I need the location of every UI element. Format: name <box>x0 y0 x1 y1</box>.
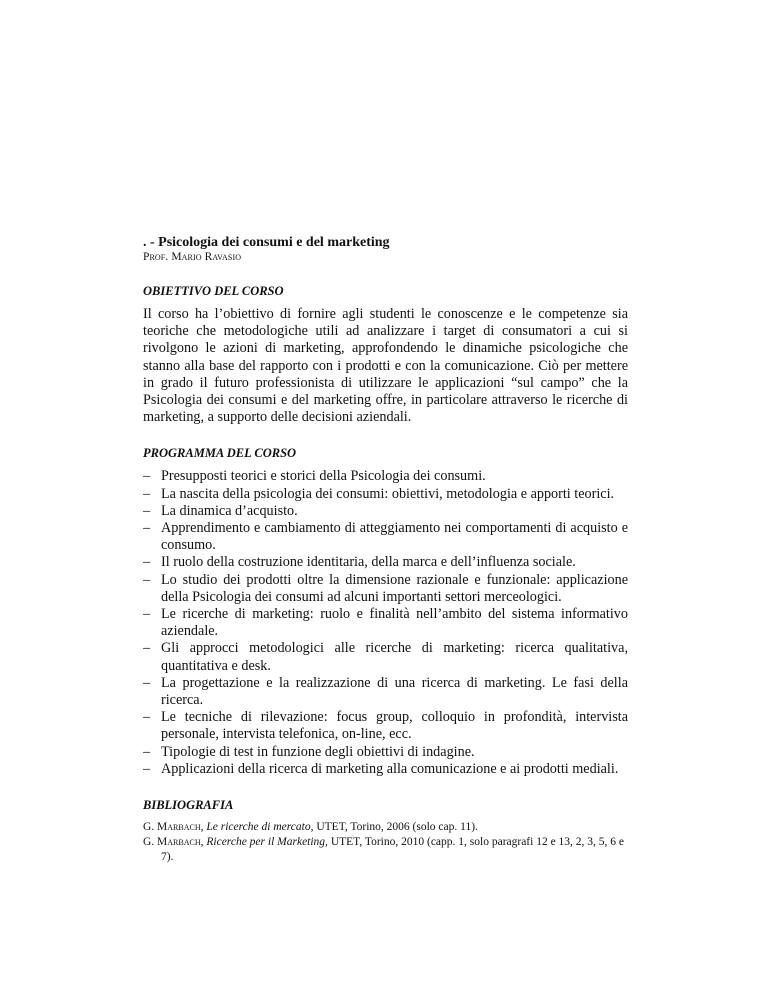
list-item: – La progettazione e la realizzazione di una ricerca di marketing. Le fasi della ricerca. <box>143 674 628 709</box>
list-item: – Gli approcci metodologici alle ricerche di marketing: ricerca qualitativa, quantitativa e desk. <box>143 640 628 674</box>
bibliography-entry: G. Marbach, Le ricerche di mercato, UTET, Torino, 2006 (solo cap. 11). <box>143 821 478 834</box>
course-author <box>143 251 628 264</box>
objective-heading: OBIETTIVO DEL CORSO <box>143 284 284 298</box>
dash-bullet: – <box>143 640 151 657</box>
objective-text: Il corso ha l’obiettivo di fornire agli studenti le conoscenze e le competenze sia teoriche che metodologiche utili ad analizzare i target di consumatori a cui si rivolgono le azioni di marketing, approfondendo le dinamiche psicologiche che stanno alla base del rapporto con i prodotti e con la comunicazione. Ciò per mettere in grado il futuro professionista di utilizzare le applicazioni “sul campo” che la Psicologia dei consumi e del marketing offre, in particolare attraverso le ricerche di marketing, a supporto delle decisioni aziendali. <box>143 306 628 426</box>
list-item: – Apprendimento e cambiamento di atteggiamento nei comportamenti di acquisto e consumo. <box>143 520 628 554</box>
author-prefix: Prof. <box>143 251 172 263</box>
dash-bullet: – <box>143 709 151 726</box>
dash-bullet: – <box>143 502 151 519</box>
document-page <box>143 234 628 865</box>
dash-bullet: – <box>143 760 151 777</box>
dash-bullet: – <box>143 485 151 502</box>
program-list <box>143 468 628 778</box>
list-item: – Lo studio dei prodotti oltre la dimensione razionale e funzionale: applicazione della Psicologia dei consumi ad alcuni importanti settori merceologici. <box>143 571 628 605</box>
list-item: – Presupposti teorici e storici della Psicologia dei consumi. <box>143 468 486 485</box>
list-item: – Il ruolo della costruzione identitaria, della marca e dell’influenza sociale. <box>143 554 576 571</box>
dash-bullet: – <box>143 606 151 623</box>
bibliography-heading: BIBLIOGRAFIA <box>143 798 234 813</box>
dash-bullet: – <box>143 571 151 588</box>
list-item: – Tipologie di test in funzione degli obiettivi di indagine. <box>143 743 475 760</box>
dash-bullet: – <box>143 743 151 760</box>
course-title: . - Psicologia dei consumi e del marketing <box>143 235 390 250</box>
dash-bullet: – <box>143 520 151 537</box>
author-name: Mario Ravasio <box>171 251 242 263</box>
dash-bullet: – <box>143 554 151 571</box>
list-item: – Le tecniche di rilevazione: focus group, colloquio in profondità, intervista personale, intervista telefonica, on-line, ecc. <box>143 709 628 743</box>
list-item: – Le ricerche di marketing: ruolo e finalità nell’ambito del sistema informativo aziendale. <box>143 606 628 640</box>
program-heading: PROGRAMMA DEL CORSO <box>143 446 297 461</box>
dash-bullet: – <box>143 468 151 485</box>
list-item: – Applicazioni della ricerca di marketing alla comunicazione e ai prodotti mediali. <box>143 760 619 777</box>
bibliography-entry: G. Marbach, Ricerche per il Marketing, UTET, Torino, 2010 (capp. 1, solo paragrafi 12 e 13, 2, 3, 5, 6 e 7). <box>143 836 625 864</box>
list-item: – La nascita della psicologia dei consumi: obiettivi, metodologia e apporti teorici. <box>143 485 615 502</box>
dash-bullet: – <box>143 674 151 691</box>
list-item: – La dinamica d’acquisto. <box>143 502 298 519</box>
